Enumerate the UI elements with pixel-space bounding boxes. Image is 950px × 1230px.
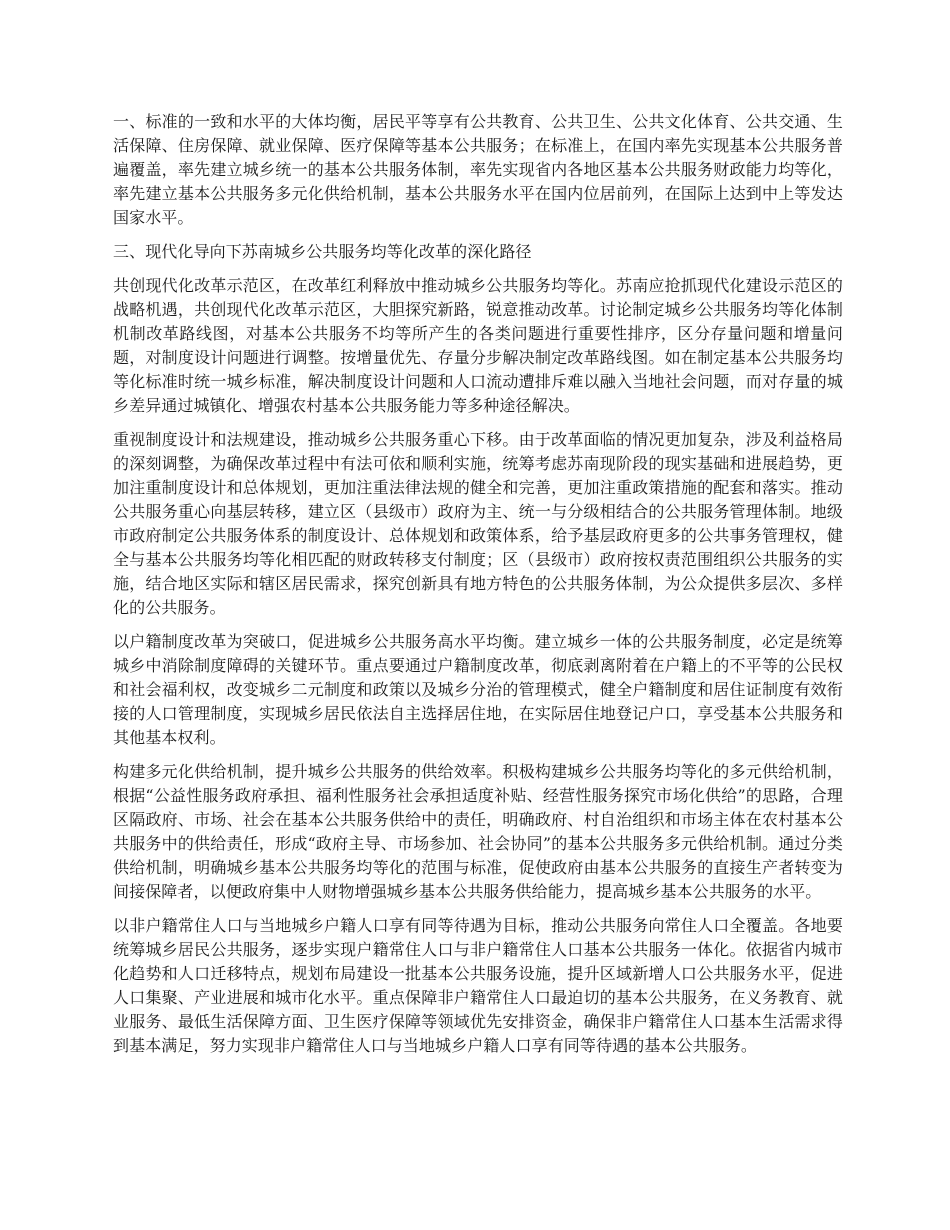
paragraph-supply-mechanism: 构建多元化供给机制，提升城乡公共服务的供给效率。积极构建城乡公共服务均等化的多元供给机制，根据“公益性服务政府承担、福利性服务社会承担适度补贴、经营性服务探究市场化供给”的思路，合理区隔政府、市场、社会在基本公共服务供给中的责任，明确政府、村自治组织和市场主体在农村基本公共服务中的供给责任，形成“政府主导、市场参加、社会协同”的基本公共服务多元供给机制。通过分类供给机制，明确城乡基本公共服务均等化的范围与标准，促使政府由基本公共服务的直接生产者转变为间接保障者，以便政府集中人财物增强城乡基本公共服务供给能力，提高城乡基本公共服务的水平。 <box>113 762 843 901</box>
document-body <box>113 110 843 1068</box>
paragraph-resident-coverage: 以非户籍常住人口与当地城乡户籍人口享有同等待遇为目标，推动公共服务向常住人口全覆盖。各地要统筹城乡居民公共服务，逐步实现户籍常住人口与非户籍常住人口基本公共服务一体化。依据省内城市化趋势和人口迁移特点，规划布局建设一批基本公共服务设施，提升区域新增人口公共服务水平，促进人口集聚、产业进展和城市化水平。重点保障非户籍常住人口最迫切的基本公共服务，在义务教育、就业服务、最低生活保障方面、卫生医疗保障等领域优先安排资金，确保非户籍常住人口基本生活需求得到基本满足，努力实现非户籍常住人口与当地城乡户籍人口享有同等待遇的基本公共服务。 <box>113 916 843 1055</box>
paragraph-household-registration: 以户籍制度改革为突破口，促进城乡公共服务高水平均衡。建立城乡一体的公共服务制度，必定是统筹城乡中消除制度障碍的关键环节。重点要通过户籍制度改革，彻底剥离附着在户籍上的不平等的公民权和社会福利权，改变城乡二元制度和政策以及城乡分治的管理模式，健全户籍制度和居住证制度有效衔接的人口管理制度，实现城乡居民依法自主选择居住地，在实际居住地登记户口，享受基本公共服务和其他基本权利。 <box>113 632 843 747</box>
paragraph-institution-design: 重视制度设计和法规建设，推动城乡公共服务重心下移。由于改革面临的情况更加复杂，涉及利益格局的深刻调整，为确保改革过程中有法可依和顺利实施，统筹考虑苏南现阶段的现实基础和进展趋势，更加注重制度设计和总体规划，更加注重法律法规的健全和完善，更加注重政策措施的配套和落实。推动公共服务重心向基层转移，建立区（县级市）政府为主、统一与分级相结合的公共服务管理体制。地级市政府制定公共服务体系的制度设计、总体规划和政策体系，给予基层政府更多的公共事务管理权，健全与基本公共服务均等化相匹配的财政转移支付制度；区（县级市）政府按权责范围组织公共服务的实施，结合地区实际和辖区居民需求，探究创新具有地方特色的公共服务体制，为公众提供多层次、多样化的公共服务。 <box>113 430 843 617</box>
paragraph-standards: 一、标准的一致和水平的大体均衡，居民平等享有公共教育、公共卫生、公共文化体育、公共交通、生活保障、住房保障、就业保障、医疗保障等基本公共服务；在标准上，在国内率先实现基本公共服务普遍覆盖，率先建立城乡统一的基本公共服务体制，率先实现省内各地区基本公共服务财政能力均等化，率先建立基本公共服务多元化供给机制，基本公共服务水平在国内位居前列，在国际上达到中上等发达国家水平。 <box>113 112 843 227</box>
section-heading: 三、现代化导向下苏南城乡公共服务均等化改革的深化路径 <box>113 242 532 261</box>
paragraph-reform-zone: 共创现代化改革示范区，在改革红利释放中推动城乡公共服务均等化。苏南应抢抓现代化建设示范区的战略机遇，共创现代化改革示范区，大胆探究新路，锐意推动改革。讨论制定城乡公共服务均等化体制机制改革路线图，对基本公共服务不均等所产生的各类问题进行重要性排序，区分存量问题和增量问题，对制度设计问题进行调整。按增量优先、存量分步解决制定改革路线图。如在制定基本公共服务均等化标准时统一城乡标准，解决制度设计问题和人口流动遭排斥难以融入当地社会问题，而对存量的城乡差异通过城镇化、增强农村基本公共服务能力等多种途径解决。 <box>113 276 843 415</box>
